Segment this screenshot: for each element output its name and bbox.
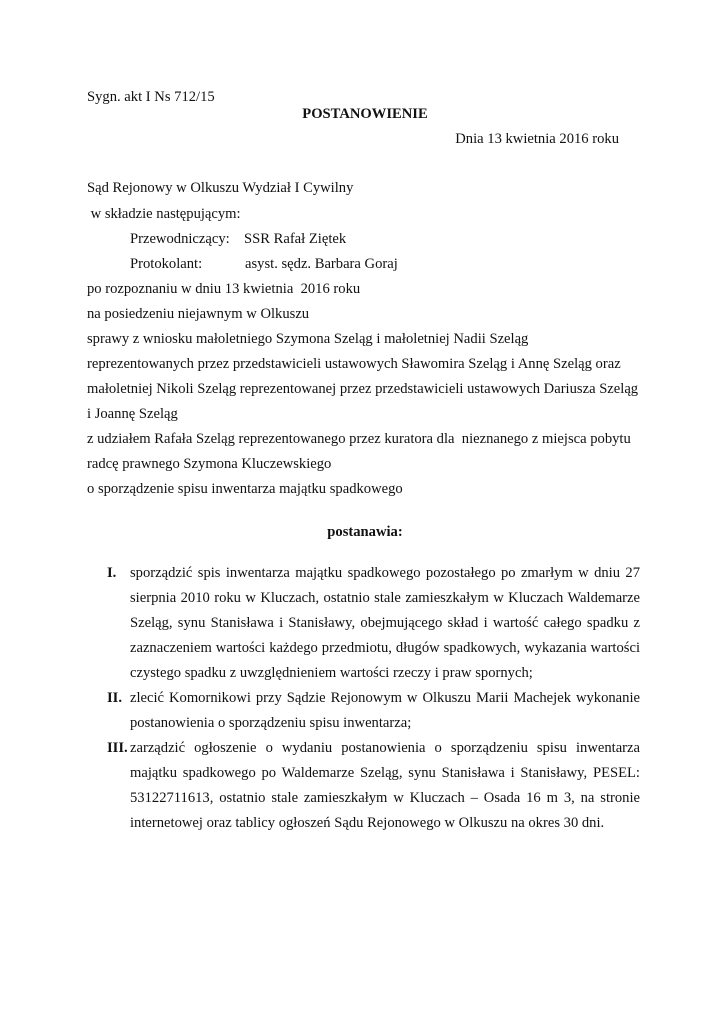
item-line: zaznaczeniem wartości każdego przedmiotu, długów spadkowych, wykazania wartości bbox=[130, 640, 640, 656]
item-line: 53122711613, ostatnio stale zamieszkałym w Kluczach – Osada 16 m 3, na stronie bbox=[130, 790, 640, 806]
composition-intro: w składzie następującym: bbox=[87, 206, 241, 222]
body-line: reprezentowanych przez przedstawicieli ustawowych Sławomira Szeląg i Annę Szeląg oraz bbox=[87, 356, 621, 372]
item-line: Szeląg, synu Stanisława i Stanisławy, obejmującego skład i wartość całego spadku z bbox=[130, 615, 640, 631]
body-line: o sporządzenie spisu inwentarza majątku spadkowego bbox=[87, 481, 403, 497]
item-line: postanowienia o sporządzeniu spisu inwentarza; bbox=[130, 715, 412, 731]
hearing-line: po rozpoznaniu w dniu 13 kwietnia 2016 roku bbox=[87, 281, 361, 297]
chair-name: SSR Rafał Ziętek bbox=[244, 231, 347, 247]
body-line: z udziałem Rafała Szeląg reprezentowanego przez kuratora dla nieznanego z miejsca pobytu bbox=[87, 431, 631, 447]
item-line: sierpnia 2010 roku w Kluczach, ostatnio stale zamieszkałym w Kluczach Waldemarze bbox=[130, 590, 640, 606]
body-line: i Joannę Szeląg bbox=[87, 406, 178, 422]
item-line: czystego spadku z uwzględnieniem wartości rzeczy i praw spornych; bbox=[130, 665, 533, 681]
document-date: Dnia 13 kwietnia 2016 roku bbox=[455, 131, 619, 147]
case-reference: Sygn. akt I Ns 712/15 bbox=[87, 89, 215, 105]
session-line: na posiedzeniu niejawnym w Olkuszu bbox=[87, 306, 310, 322]
item-line: majątku spadkowego po Waldemarze Szeląg, synu Stanisława i Stanisławy, PESEL: bbox=[130, 765, 640, 781]
item-line: zarządzić ogłoszenie o wydaniu postanowienia o sporządzeniu spisu inwentarza bbox=[130, 740, 640, 756]
document-title: POSTANOWIENIE bbox=[302, 106, 428, 122]
court-name: Sąd Rejonowy w Olkuszu Wydział I Cywilny bbox=[87, 180, 354, 196]
clerk-name: asyst. sędz. Barbara Goraj bbox=[245, 256, 398, 272]
item-line: sporządzić spis inwentarza majątku spadkowego pozostałego po zmarłym w dniu 27 bbox=[130, 565, 640, 581]
item-numeral: III. bbox=[107, 740, 128, 756]
body-line: małoletniej Nikoli Szeląg reprezentowanej przez przedstawicieli ustawowych Dariusza Szeląg bbox=[87, 381, 639, 397]
body-line: sprawy z wniosku małoletniego Szymona Szeląg i małoletniej Nadii Szeląg bbox=[87, 331, 529, 347]
item-numeral: II. bbox=[107, 690, 123, 706]
item-numeral: I. bbox=[107, 565, 117, 581]
clerk-label: Protokolant: bbox=[130, 256, 203, 272]
item-line: zlecić Komornikowi przy Sądzie Rejonowym w Olkuszu Marii Machejek wykonanie bbox=[130, 690, 640, 706]
body-line: radcę prawnego Szymona Kluczewskiego bbox=[87, 456, 332, 472]
chair-label: Przewodniczący: bbox=[130, 231, 230, 247]
decides-heading: postanawia: bbox=[327, 524, 403, 540]
item-line: internetowej oraz tablicy ogłoszeń Sądu Rejonowego w Olkuszu na okres 30 dni. bbox=[130, 815, 605, 831]
